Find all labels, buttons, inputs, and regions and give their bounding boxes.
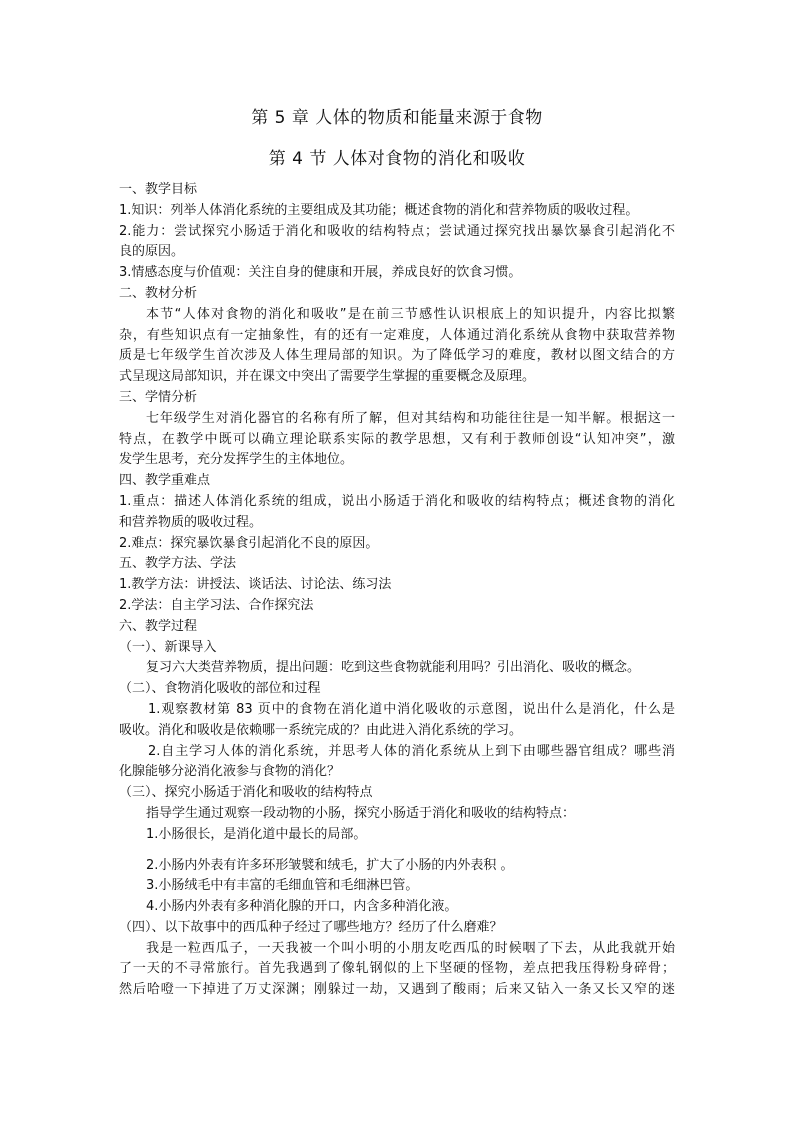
heading-teaching-goals: 一、教学目标 (119, 182, 198, 197)
list-item: 4.小肠内外表有多种消化腺的开口，内含多种消化液。 (146, 899, 458, 915)
paragraph-line: 和营养物质的吸收过程。 (119, 514, 263, 530)
paragraph-line: 2.能力：尝试探究小肠适于消化和吸收的结构特点；尝试通过探究找出暴饮暴食引起消化不 (119, 223, 675, 239)
paragraph-line: 良的原因。 (119, 244, 185, 260)
paragraph-line: 复习六大类营养物质，提出问题：吃到这些食物就能利用吗？引出消化、吸收的概念。 (146, 660, 641, 676)
paragraph-line: 2.自主学习人体的消化系统，并思考人体的消化系统从上到下由哪些器官组成？哪些消 (148, 743, 675, 759)
list-item: 3.小肠绒毛中有丰富的毛细血管和毛细淋巴管。 (146, 878, 419, 894)
heading-teaching-process: 六、教学过程 (119, 618, 198, 634)
paragraph-line: 1.观察教材第 83 页中的食物在消化道中消化吸收的示意图，说出什么是消化，什么是 (148, 701, 675, 717)
section-title: 第 4 节 人体对食物的消化和吸收 (268, 149, 526, 169)
paragraph-line: 吸收。消化和吸收是依赖哪一系统完成的？由此进入消化系统的学习。 (119, 722, 523, 738)
paragraph-line: 指导学生通过观察一段动物的小肠，探究小肠适于消化和吸收的结构特点： (146, 805, 576, 821)
paragraph-line: 七年级学生对消化器官的名称有所了解，但对其结构和功能往往是一知半解。根据这一 (146, 410, 675, 426)
document-body (119, 180, 675, 1001)
chapter-title: 第 5 章 人体的物质和能量来源于食物 (251, 108, 543, 128)
paragraph-line: 3.情感态度与价值观：关注自身的健康和开展，养成良好的饮食习惯。 (119, 265, 522, 281)
list-item: 1.小肠很长，是消化道中最长的局部。 (146, 826, 367, 842)
blank-gap (119, 846, 675, 856)
paragraph-line: 式呈现这局部知识，并在课文中突出了需要学生掌握的重要概念及原理。 (119, 369, 536, 385)
subheading-digestion-process: （二）、食物消化吸收的部位和过程 (119, 681, 321, 697)
paragraph-line: 质是七年级学生首次涉及人体生理局部的知识。为了降低学习的难度，教材以图文结合的方 (119, 348, 675, 364)
subheading-introduction: （一）、新课导入 (119, 639, 217, 655)
subheading-small-intestine: （三）、探究小肠适于消化和吸收的结构特点 (119, 785, 373, 801)
paragraph-line: 1.教学方法：讲授法、谈话法、讨论法、练习法 (119, 577, 392, 593)
subheading-story: （四）、以下故事中的西瓜种子经过了哪些地方？经历了什么磨难？ (119, 919, 503, 935)
heading-methods: 五、教学方法、学法 (119, 556, 237, 572)
paragraph-line: 了一天的不寻常旅行。首先我遇到了像轧钢似的上下坚硬的怪物，差点把我压得粉身碎骨； (119, 961, 675, 977)
paragraph-line: 2.学法：自主学习法、合作探究法 (119, 597, 314, 613)
paragraph-line: 1.知识：列举人体消化系统的主要组成及其功能；概述食物的消化和营养物质的吸收过程。 (119, 202, 639, 218)
heading-key-points: 四、教学重难点 (119, 473, 211, 489)
paragraph-line: 发学生思考，充分发挥学生的主体地位。 (119, 452, 354, 468)
heading-material-analysis: 二、教材分析 (119, 285, 198, 301)
paragraph-line: 1.重点：描述人体消化系统的组成，说出小肠适于消化和吸收的结构特点；概述食物的消化 (119, 493, 675, 509)
paragraph-line: 本节“人体对食物的消化和吸收”是在前三节感性认识根底上的知识提升，内容比拟繁 (146, 306, 675, 322)
paragraph-line: 然后哈噔一下掉进了万丈深渊；刚躲过一劫，又遇到了酸雨；后来又钻入一条又长又窄的迷 (119, 982, 675, 998)
heading-student-analysis: 三、学情分析 (119, 389, 198, 405)
paragraph-line: 化腺能够分泌消化液参与食物的消化？ (119, 764, 341, 780)
list-item: 2.小肠内外表有许多环形皱襞和绒毛，扩大了小肠的内外表积 。 (146, 857, 514, 873)
paragraph-line: 我是一粒西瓜子，一天我被一个叫小明的小朋友吃西瓜的时候咽了下去，从此我就开始 (146, 940, 675, 956)
paragraph-line: 特点，在教学中既可以确立理论联系实际的教学思想，又有利于教师创设“认知冲突”，激 (119, 431, 675, 447)
paragraph-line: 2.难点：探究暴饮暴食引起消化不良的原因。 (119, 535, 379, 551)
paragraph-line: 杂，有些知识点有一定抽象性，有的还有一定难度，人体通过消化系统从食物中获取营养物 (119, 327, 675, 343)
